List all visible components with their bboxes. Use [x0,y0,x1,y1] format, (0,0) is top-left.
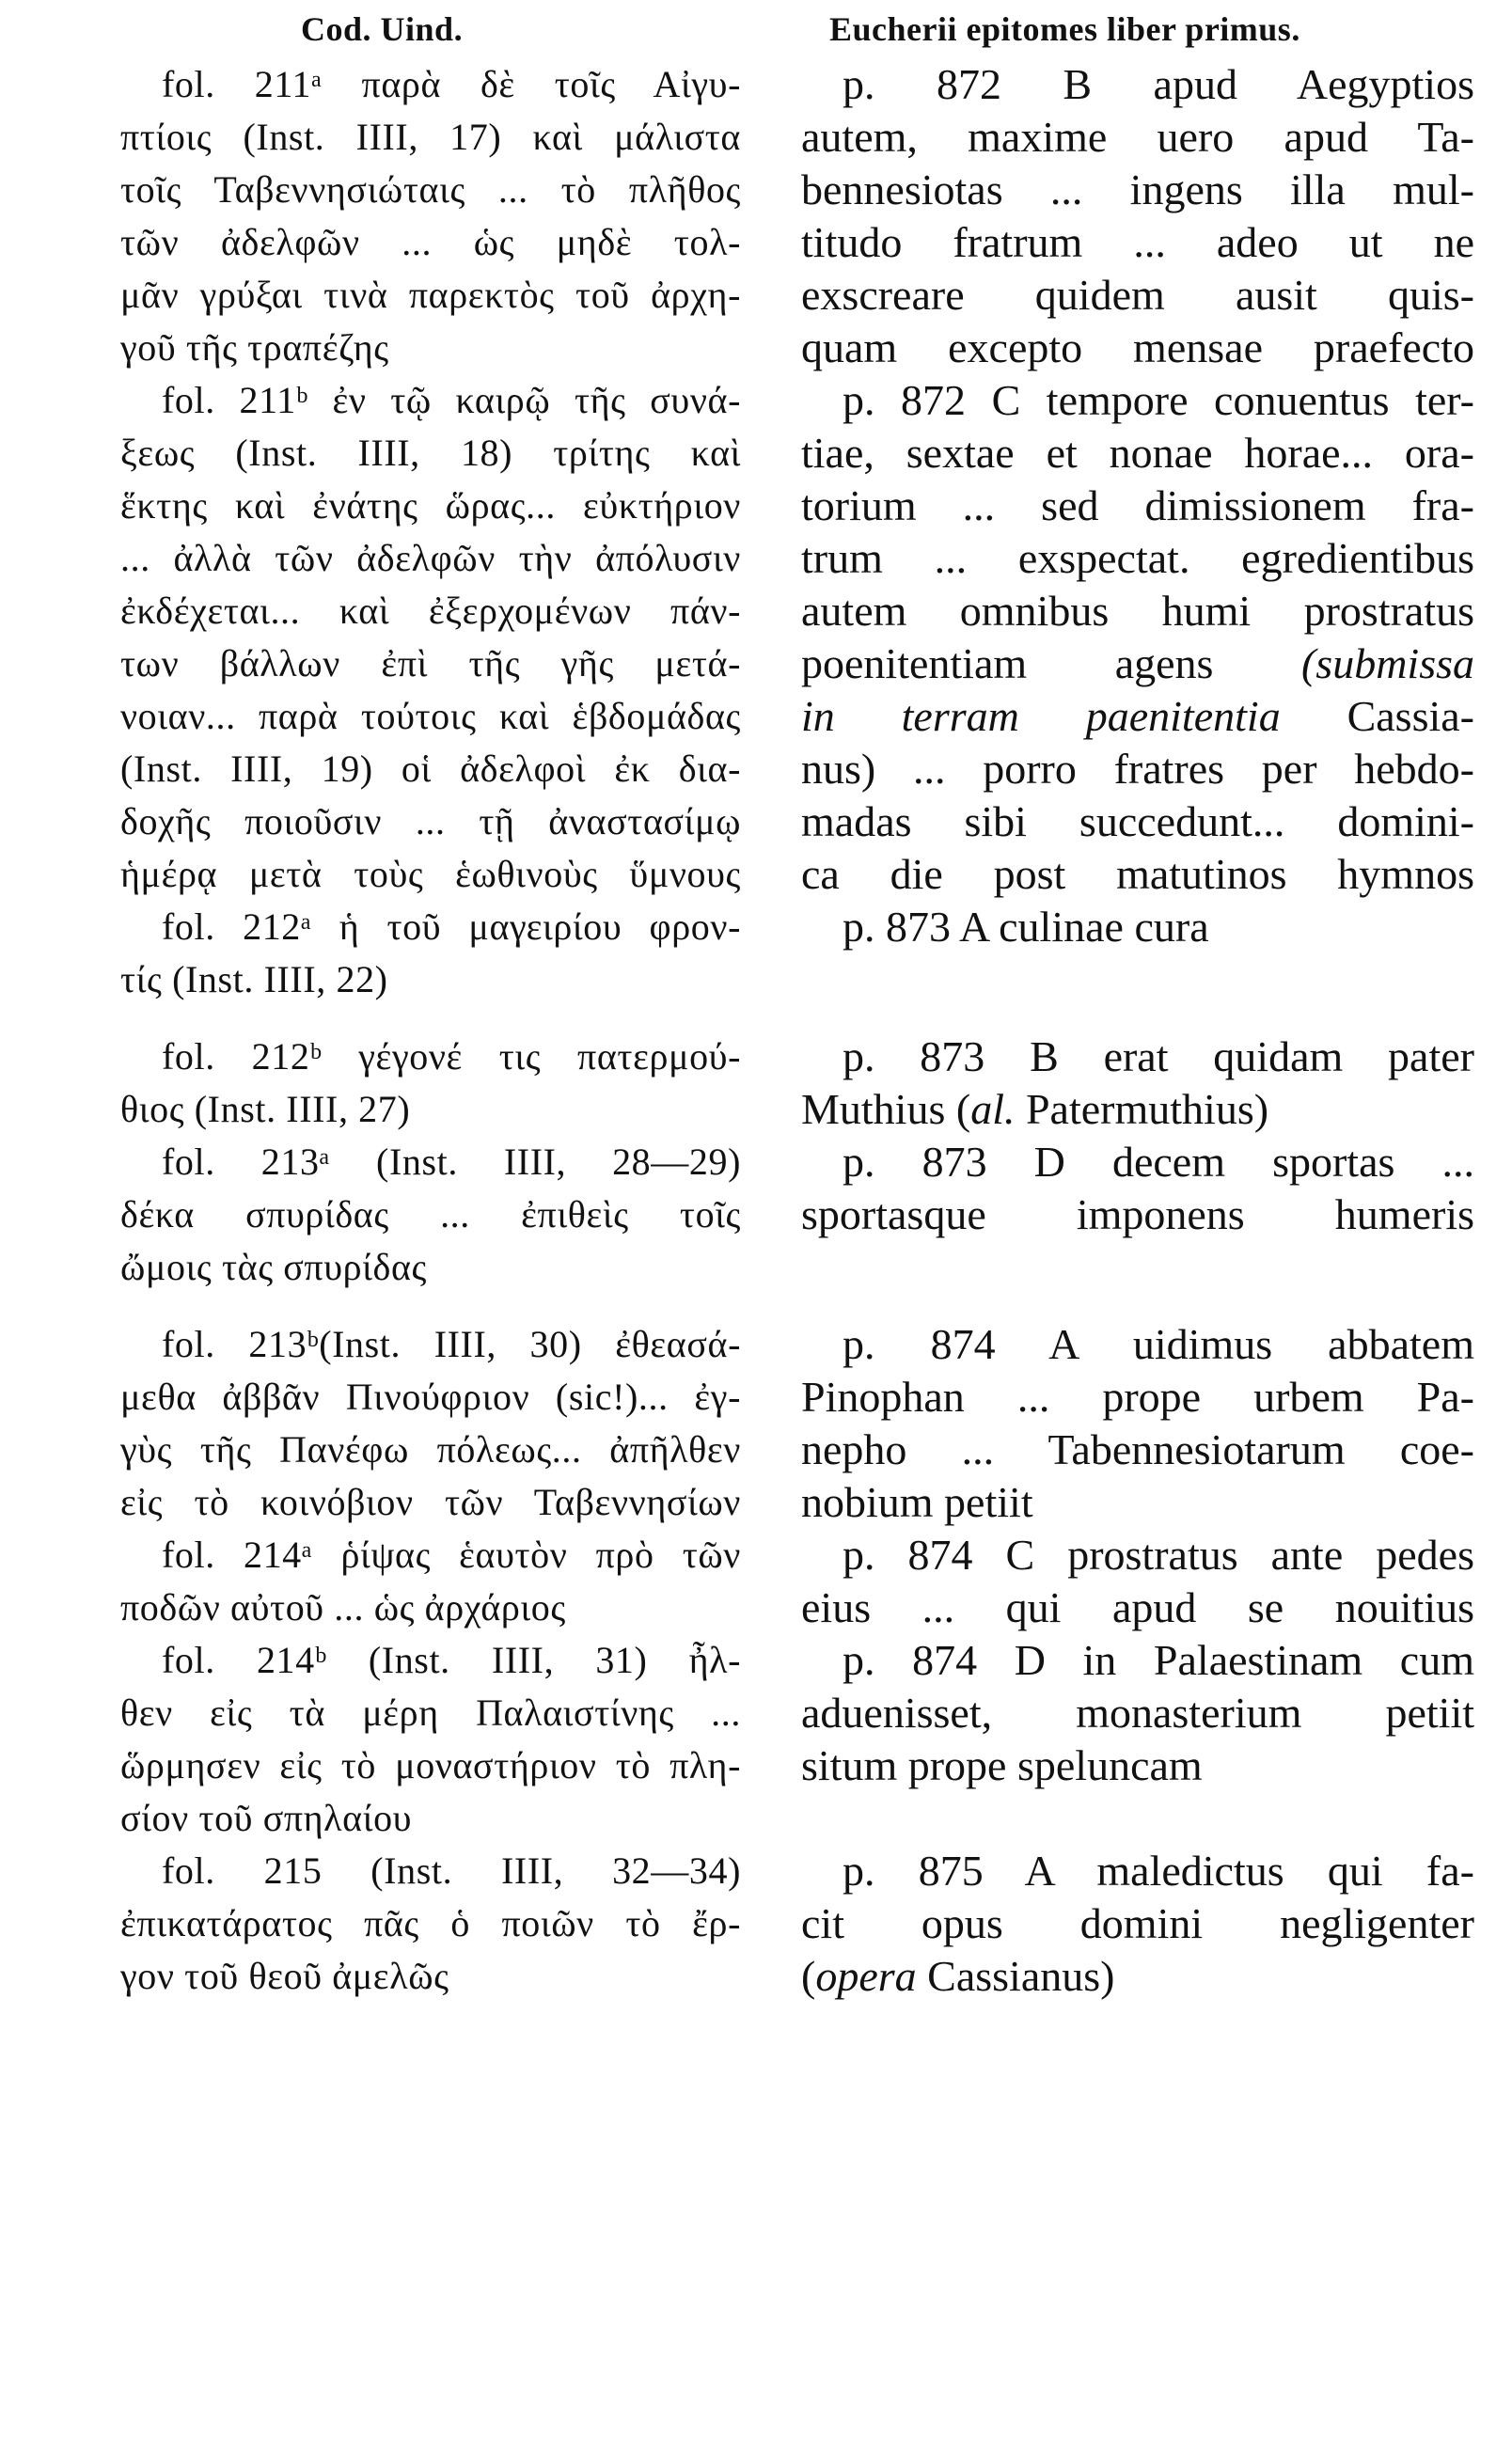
greek-line-19: fol. 212ᵇ γέγονέ τις πατερμού- [162,1035,741,1078]
latin-text-paren-open: ( [801,1952,816,2000]
latin-line-8: tiae, sextae et nonae horae... ora- [801,429,1474,477]
latin-line-7: p. 872 C tempore conuentus ter- [843,376,1474,424]
latin-text-patermuthius: Patermuthius) [1015,1085,1269,1133]
latin-line-26: p. 874 C prostratus ante pedes [843,1531,1474,1579]
latin-line-28: p. 874 D in Palaestinam cum [843,1636,1474,1684]
greek-line-15: δοχῆς ποιοῦσιν ... τῇ ἀναστασίμῳ [120,800,741,842]
latin-text-agens: poenitentiam agens [801,639,1214,687]
greek-line-12: των βάλλων ἐπὶ τῆς γῆς μετά- [120,642,741,684]
latin-text-opera: opera [815,1952,917,2000]
left-column-heading: Cod. Uind. [301,10,464,48]
latin-text-al: al. [970,1085,1016,1133]
latin-line-32: cit opus domini negligenter [801,1899,1474,1947]
greek-line-22: δέκα σπυρίδας ... ἐπιθεὶς τοῖς [120,1193,741,1235]
latin-line-17: p. 873 A culinae cura [843,903,1209,951]
greek-line-33: σίον τοῦ σπηλαίου [120,1797,413,1839]
greek-line-23: ὤμοις τὰς σπυρίδας [120,1246,427,1288]
latin-line-29: aduenisset, monasterium petiit [801,1689,1474,1737]
greek-line-28: fol. 214ᵃ ῥίψας ἑαυτὸν πρὸ τῶν [162,1534,741,1576]
latin-line-11: autem omnibus humi prostratus [801,587,1474,635]
latin-line-3: bennesiotas ... ingens illa mul- [801,165,1474,213]
right-column-heading: Eucherii epitomes liber primus. [829,10,1300,48]
greek-line-24: fol. 213ᵇ(Inst. IIII, 30) ἐθεασά- [162,1323,741,1365]
latin-line-18: p. 873 B erat quidam pater [843,1032,1474,1080]
greek-line-21: fol. 213ᵃ (Inst. IIII, 28—29) [162,1141,741,1183]
greek-line-11: ἐκδέχεται... καὶ ἐξερχομένων πάν- [120,590,741,632]
greek-line-1: fol. 211ᵃ παρὰ δὲ τοῖς Αἰγυ- [162,63,741,105]
greek-line-29: ποδῶν αὐτοῦ ... ὡς ἀρχάριος [120,1586,566,1629]
greek-line-7: fol. 211ᵇ ἐν τῷ καιρῷ τῆς συνά- [162,379,741,421]
greek-line-36: γον τοῦ θεοῦ ἀμελῶς [120,1955,449,1997]
latin-line-19 [801,1083,1474,1136]
latin-line-25: nobium petiit [801,1478,1033,1526]
latin-text-submissa: (submissa [1300,639,1474,687]
greek-line-25: μεθα ἀββᾶν Πινούφριον (sic!)... ἐγ- [120,1376,741,1418]
latin-line-6: quam excepto mensae praefecto [801,323,1474,371]
latin-line-33 [801,1950,1474,2003]
latin-line-27: eius ... qui apud se nouitius [801,1583,1474,1631]
latin-line-4: titudo fratrum ... adeo ut ne [801,218,1474,266]
greek-line-6: γοῦ τῆς τραπέζης [120,326,389,369]
greek-line-18: τίς (Inst. IIII, 22) [120,958,388,1000]
greek-line-13: νοιαν... παρὰ τούτοις καὶ ἑβδομάδας [120,695,741,737]
latin-line-2: autem, maxime uero apud Ta- [801,113,1474,161]
latin-line-23: Pinophan ... prope urbem Pa- [801,1373,1474,1421]
latin-line-9: torium ... sed dimissionem fra- [801,481,1474,529]
latin-line-13 [801,690,1474,743]
greek-line-3: τοῖς Ταβεννησιώταις ... τὸ πλῆθος [120,168,741,211]
greek-line-32: ὥρμησεν εἰς τὸ μοναστήριον τὸ πλη- [120,1744,741,1786]
greek-line-35: ἐπικατάρατος πᾶς ὁ ποιῶν τὸ ἔρ- [120,1902,741,1944]
latin-text-in-terram: in terram paenitentia [801,692,1281,740]
greek-line-27: εἰς τὸ κοινόβιον τῶν Ταβεννησίων [120,1481,741,1523]
greek-line-4: τῶν ἀδελφῶν ... ὡς μηδὲ τολ- [120,221,741,263]
greek-line-8: ξεως (Inst. IIII, 18) τρίτης καὶ [120,432,741,474]
latin-line-12 [801,637,1474,690]
latin-line-31: p. 875 A maledictus qui fa- [843,1847,1474,1895]
greek-line-16: ἡμέρᾳ μετὰ τοὺς ἑωθινοὺς ὕμνους [120,853,741,895]
greek-line-20: θιος (Inst. IIII, 27) [120,1088,411,1130]
latin-line-10: trum ... exspectat. egredientibus [801,534,1474,582]
latin-text-muthius: Muthius ( [801,1085,971,1133]
greek-line-30: fol. 214ᵇ (Inst. IIII, 31) ἦλ- [162,1639,741,1681]
greek-line-26: γὺς τῆς Πανέφω πόλεως... ἀπῆλθεν [120,1428,741,1471]
latin-line-14: nus) ... porro fratres per hebdo- [801,745,1474,793]
latin-line-30: situm prope speluncam [801,1741,1203,1789]
greek-line-9: ἕκτης καὶ ἐνάτης ὥρας... εὐκτήριον [120,484,741,527]
greek-line-10: ... ἀλλὰ τῶν ἀδελφῶν τὴν ἀπόλυσιν [120,537,741,579]
latin-line-1: p. 872 B apud Aegyptios [843,60,1474,108]
latin-line-21: sportasque imponens humeris [801,1190,1474,1238]
latin-line-22: p. 874 A uidimus abbatem [843,1320,1474,1368]
greek-line-2: πτίοις (Inst. IIII, 17) καὶ μάλιστα [120,116,741,158]
latin-line-24: nepho ... Tabennesiotarum coe- [801,1425,1474,1473]
greek-line-17: fol. 212ᵃ ἡ τοῦ μαγειρίου φρον- [162,905,741,948]
greek-line-5: μᾶν γρύξαι τινὰ παρεκτὸς τοῦ ἀρχη- [120,274,741,316]
greek-line-31: θεν εἰς τὰ μέρη Παλαιστίνης ... [120,1692,741,1734]
latin-line-16: ca die post matutinos hymnos [801,850,1474,898]
latin-line-15: madas sibi succedunt... domini- [801,797,1474,845]
greek-line-34: fol. 215 (Inst. IIII, 32—34) [162,1849,741,1892]
latin-line-20: p. 873 D decem sportas ... [843,1138,1474,1186]
greek-line-14: (Inst. IIII, 19) οἱ ἀδελφοὶ ἐκ δια- [120,747,741,790]
latin-line-5: exscreare quidem ausit quis- [801,271,1474,319]
latin-text-cassianus: Cassianus) [916,1952,1115,2000]
latin-text-cassia: Cassia- [1347,692,1474,740]
